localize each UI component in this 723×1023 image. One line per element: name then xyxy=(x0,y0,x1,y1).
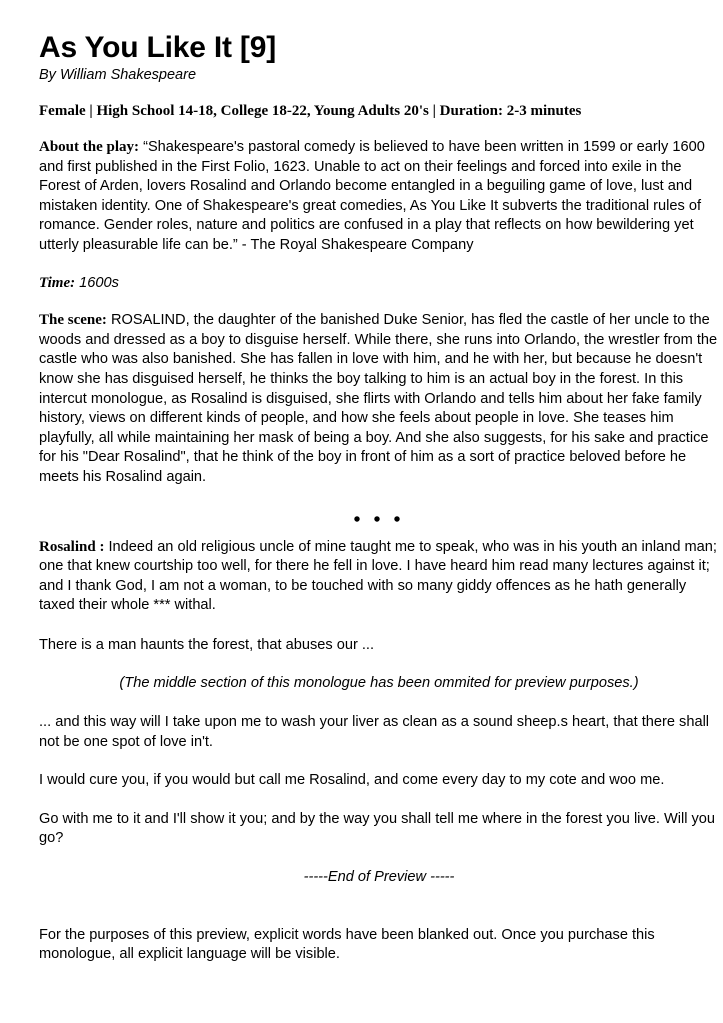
about-text: “Shakespeare's pastoral comedy is believed to have been written in 1599 or early 1600 and first published in the First Folio, 1623. Unable to act on their feelings and forced into exile in the Forest of Arden, lovers Rosalind and Orlando become entangled in a beguiling game of love, lust and mistaken identity. One of Shakespeare's great comedies, As You Like It subverts the traditional rules of romance. Gender roles, nature and politics are confused in a play that reflects on how bewildering yet utterly pleasurable life can be.” - The Royal Shakespeare Company xyxy=(39,139,705,253)
end-of-preview: -----End of Preview ----- xyxy=(303,869,455,886)
footer-note: For the purposes of this preview, explicit words have been blanked out. Once you purchase this monologue, all explicit language will be visible. xyxy=(39,926,655,963)
monologue-opening-text: Indeed an old religious uncle of mine taught me to speak, who was in his youth an inland man; one that knew courtship too well, for there he fell in love. I have heard him read many lectures against it; and I thank God, I am not a woman, to be touched with so many giddy offences as he hath generally taxed their whole *** withal. xyxy=(39,538,717,614)
scene-label: The scene: xyxy=(39,312,107,329)
monologue-opening xyxy=(39,538,719,616)
meta-line: Female | High School 14-18, College 18-22, Young Adults 20's | Duration: 2-3 minutes xyxy=(39,103,582,119)
monologue-line-5: Go with me to it and I'll show it you; and by the way you shall tell me where in the forest you live. Will you go? xyxy=(39,810,716,847)
time-paragraph xyxy=(39,274,719,294)
omitted-note: (The middle section of this monologue has been ommited for preview purposes.) xyxy=(119,675,639,692)
about-label: About the play: xyxy=(39,139,140,155)
speaker-label: Rosalind : xyxy=(39,538,105,555)
scene-paragraph xyxy=(39,311,719,487)
document-title: As You Like It [9] xyxy=(39,31,277,64)
monologue-line-2: There is a man haunts the forest, that abuses our ... xyxy=(39,636,375,653)
time-label: Time: xyxy=(39,274,76,291)
time-value: 1600s xyxy=(79,274,119,291)
monologue-line-4: I would cure you, if you would but call me Rosalind, and come every day to my cote and woo me. xyxy=(39,772,665,789)
document-page xyxy=(39,30,719,965)
section-separator: • • • xyxy=(353,508,405,531)
monologue-line-3: ... and this way will I take upon me to wash your liver as clean as a sound sheep.s heart, that there shall not be one spot of love in't. xyxy=(39,714,710,750)
scene-text: ROSALIND, the daughter of the banished Duke Senior, has fled the castle of her uncle to the woods and dressed as a boy to disguise herself. While there, she runs into Orlando, the wrestler from the castle who was also banished. She has fallen in love with him, and he with her, but because he doesn't know she has disguised herself, he thinks the boy talking to him is an actual boy in the forest. In this intercut monologue, as Rosalind is disguised, she flirts with Orlando and tells him about her fake family history, views on different kinds of people, and how she feels about people in love. She teases him playfully, all while maintaining her mask of being a boy. And she also suggests, for his sake and practice for his "Dear Rosalind", that he think of the boy in front of him as a sort of practice beloved before he meets his Rosalind again. xyxy=(39,312,718,485)
about-paragraph xyxy=(39,138,719,256)
author-line: By William Shakespeare xyxy=(39,67,197,83)
